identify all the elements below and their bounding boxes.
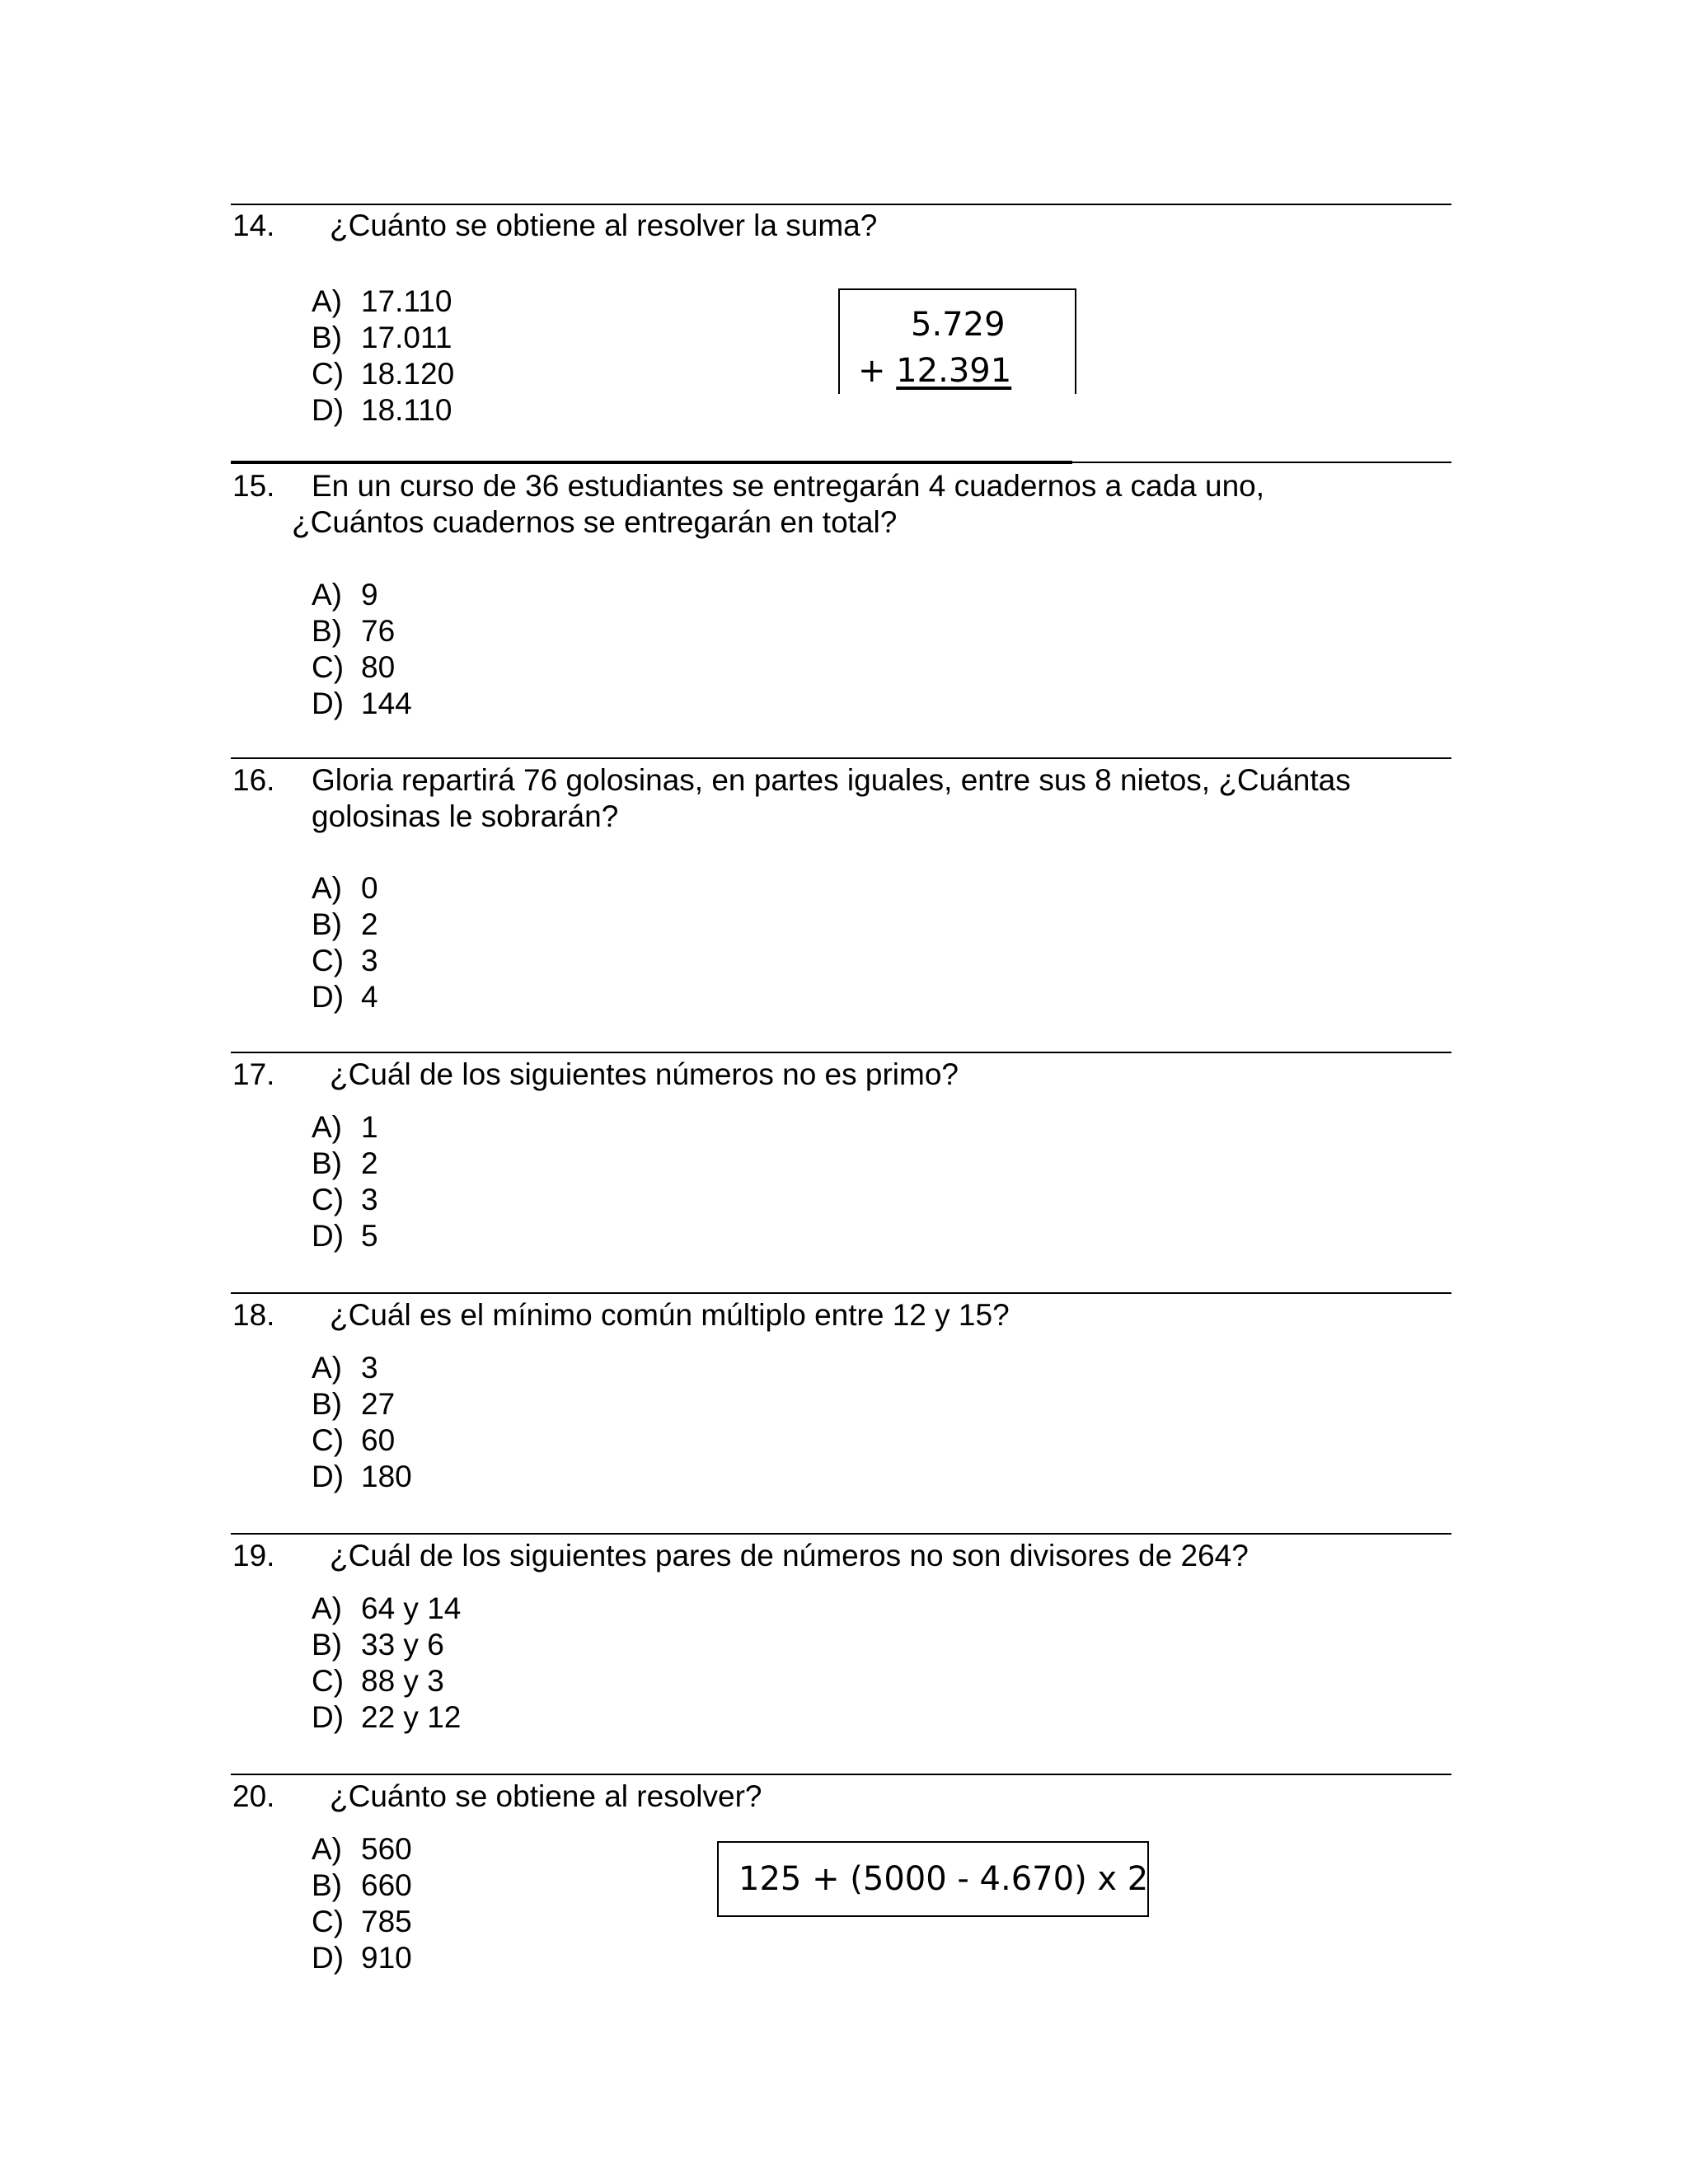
addend-top: 5.729 (911, 306, 1006, 344)
question-18-text: ¿Cuál es el mínimo común múltiplo entre 12 y 15? (330, 1298, 1010, 1332)
question-20-options (312, 1831, 412, 1976)
option-b[interactable]: B) 27 (312, 1387, 396, 1421)
question-17-options (312, 1109, 378, 1254)
question-18-number: 18. (232, 1298, 275, 1332)
option-b[interactable]: B) 2 (312, 1146, 378, 1180)
divider (231, 204, 1451, 205)
question-19-text: ¿Cuál de los siguientes pares de números no son divisores de 264? (330, 1539, 1249, 1572)
question-20-text: ¿Cuánto se obtiene al resolver? (330, 1779, 762, 1813)
addend-bottom: 12.391 (896, 352, 1012, 390)
plus-sign: + (858, 352, 886, 390)
option-a[interactable]: A) 17.110 (312, 284, 452, 318)
question-14-text: ¿Cuánto se obtiene al resolver la suma? (330, 209, 878, 242)
option-b[interactable]: B) 660 (312, 1868, 412, 1902)
option-c[interactable]: C) 785 (312, 1905, 412, 1938)
option-c[interactable]: C) 88 y 3 (312, 1664, 444, 1698)
question-15-text-line2: ¿Cuántos cuadernos se entregarán en total? (292, 505, 898, 539)
option-a[interactable]: A) 9 (312, 578, 378, 612)
addition-box (838, 288, 1076, 394)
option-d[interactable]: D) 910 (312, 1941, 412, 1975)
question-20-number: 20. (232, 1779, 275, 1813)
divider (231, 1052, 1451, 1053)
option-a[interactable]: A) 64 y 14 (312, 1591, 462, 1625)
divider (231, 757, 1451, 759)
option-c[interactable]: C) 60 (312, 1423, 396, 1457)
question-17-number: 17. (232, 1057, 275, 1091)
option-c[interactable]: C) 18.120 (312, 357, 455, 391)
option-b[interactable]: B) 2 (312, 907, 378, 941)
option-c[interactable]: C) 3 (312, 944, 378, 977)
addend-bottom-row (858, 348, 1011, 395)
divider (231, 1774, 1451, 1775)
question-14-options (312, 284, 454, 429)
question-16-options (312, 870, 378, 1015)
option-b[interactable]: B) 17.011 (312, 321, 452, 354)
divider (231, 1533, 1451, 1535)
question-19-number: 19. (232, 1539, 275, 1572)
expression-box: 125 + (5000 - 4.670) x 2 (717, 1841, 1149, 1917)
question-15-options (312, 577, 412, 722)
option-c[interactable]: C) 3 (312, 1183, 378, 1216)
question-15-text-line1: En un curso de 36 estudiantes se entregarán 4 cuadernos a cada uno, (312, 469, 1265, 503)
option-a[interactable]: A) 1 (312, 1110, 378, 1144)
option-a[interactable]: A) 560 (312, 1832, 412, 1866)
option-d[interactable]: D) 180 (312, 1460, 412, 1493)
question-16-text-line2: golosinas le sobrarán? (312, 799, 619, 833)
option-b[interactable]: B) 33 y 6 (312, 1628, 444, 1661)
question-15-number: 15. (232, 469, 275, 503)
divider (1072, 462, 1451, 463)
option-a[interactable]: A) 0 (312, 871, 378, 905)
option-d[interactable]: D) 22 y 12 (312, 1700, 462, 1734)
divider (231, 1292, 1451, 1294)
option-a[interactable]: A) 3 (312, 1351, 378, 1385)
option-b[interactable]: B) 76 (312, 614, 396, 648)
option-d[interactable]: D) 18.110 (312, 393, 452, 427)
question-19-options (312, 1591, 461, 1736)
option-d[interactable]: D) 5 (312, 1219, 378, 1253)
option-c[interactable]: C) 80 (312, 650, 396, 684)
question-14-number: 14. (232, 209, 275, 242)
option-d[interactable]: D) 4 (312, 980, 378, 1014)
question-16-number: 16. (232, 763, 275, 797)
option-d[interactable]: D) 144 (312, 687, 412, 720)
divider (231, 461, 1072, 464)
question-18-options (312, 1350, 412, 1495)
question-16-text-line1: Gloria repartirá 76 golosinas, en partes iguales, entre sus 8 nietos, ¿Cuántas (312, 763, 1351, 797)
question-17-text: ¿Cuál de los siguientes números no es primo? (330, 1057, 959, 1091)
